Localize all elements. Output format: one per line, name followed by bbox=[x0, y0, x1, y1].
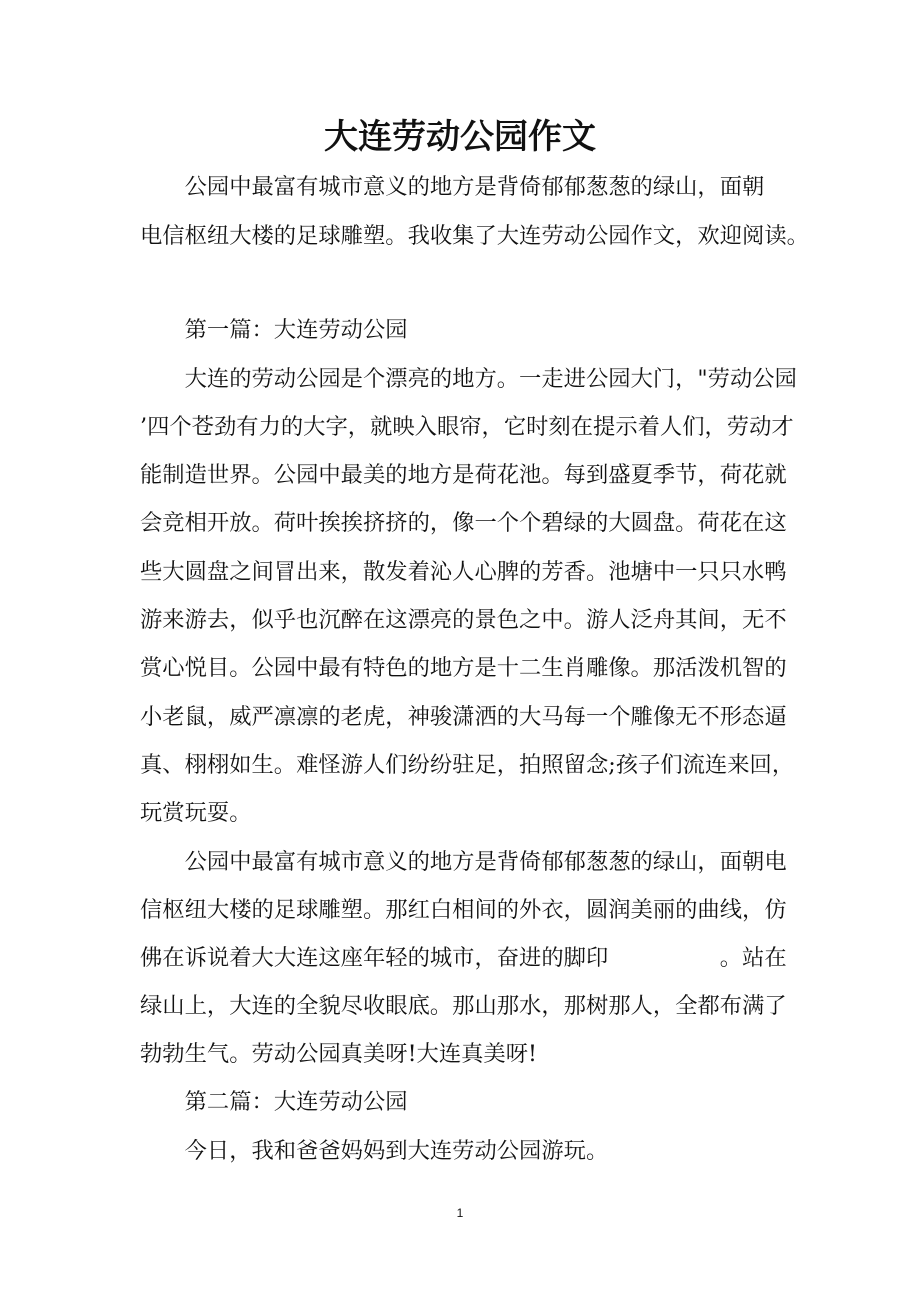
paragraph-line: 赏心悦目。公园中最有特色的地方是十二生肖雕像。那活泼机智的 bbox=[140, 655, 787, 681]
page-number: 1 bbox=[456, 1206, 464, 1220]
paragraph-line: 些大圆盘之间冒出来，散发着沁人心脾的芳香。池塘中一只只水鸭 bbox=[140, 559, 787, 585]
document-title: 大连劳动公园作文 bbox=[324, 117, 596, 157]
paragraph-line: 绿山上，大连的全貌尽收眼底。那山那水，那树那人，全都布满了 bbox=[140, 993, 787, 1019]
intro-line-1: 公园中最富有城市意义的地方是背倚郁郁葱葱的绿山，面朝 bbox=[140, 174, 765, 200]
paragraph-line: 佛在诉说着大大连这座年轻的城市，奋进的脚印 。站在 bbox=[140, 945, 787, 971]
paragraph-line: 公园中最富有城市意义的地方是背倚郁郁葱葱的绿山，面朝电 bbox=[140, 849, 787, 875]
paragraph-line: 玩赏玩耍。 bbox=[140, 800, 252, 826]
paragraph-line: 今日，我和爸爸妈妈到大连劳动公园游玩。 bbox=[140, 1138, 609, 1164]
paragraph-line: 大连的劳动公园是个漂亮的地方。一走进公园大门，"劳动公园 bbox=[140, 366, 797, 392]
paragraph-line: 能制造世界。公园中最美的地方是荷花池。每到盛夏季节，荷花就 bbox=[140, 462, 787, 488]
paragraph-line: 信枢纽大楼的足球雕塑。那红白相间的外衣，圆润美丽的曲线，仿 bbox=[140, 897, 787, 923]
section-heading-1: 第一篇：大连劳动公园 bbox=[140, 317, 408, 343]
paragraph-line: 游来游去，似乎也沉醉在这漂亮的景色之中。游人泛舟其间，无不 bbox=[140, 607, 787, 633]
paragraph-line: 真、栩栩如生。难怪游人们纷纷驻足，拍照留念;孩子们流连来回， bbox=[140, 752, 795, 778]
section-heading-2: 第二篇：大连劳动公园 bbox=[140, 1089, 408, 1115]
paragraph-line: 勃勃生气。劳动公园真美呀!大连真美呀! bbox=[140, 1041, 537, 1067]
paragraph-line: 会竞相开放。荷叶挨挨挤挤的，像一个个碧绿的大圆盘。荷花在这 bbox=[140, 510, 787, 536]
paragraph-line: 小老鼠，威严凛凛的老虎，神骏潇洒的大马每一个雕像无不形态逼 bbox=[140, 704, 787, 730]
intro-line-2: 电信枢纽大楼的足球雕塑。我收集了大连劳动公园作文，欢迎阅读。 bbox=[140, 223, 809, 249]
paragraph-line: ’四个苍劲有力的大字，就映入眼帘，它时刻在提示着人们，劳动才 bbox=[140, 414, 794, 440]
